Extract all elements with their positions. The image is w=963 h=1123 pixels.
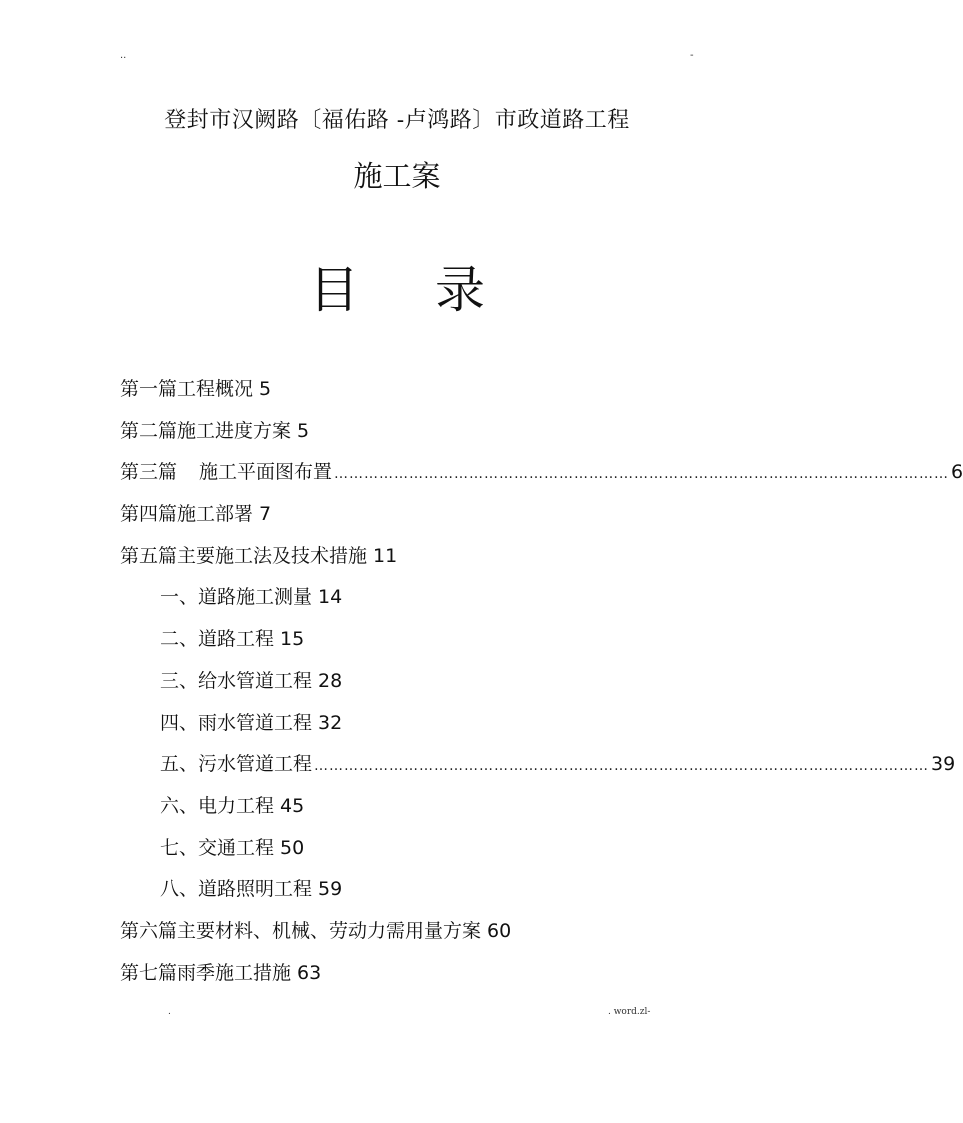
toc-entry-label: 八、道路照明工程 [160, 878, 313, 901]
toc-entry-part-4[interactable] [120, 498, 690, 540]
toc-entry-part-7[interactable] [120, 957, 690, 999]
toc-entry-label-part: 第三篇 [120, 461, 178, 484]
toc-entry-section-6[interactable] [120, 790, 690, 832]
toc-heading [0, 260, 794, 320]
footer-left-mark: . [168, 1007, 171, 1017]
toc-entry-label: 一、道路施工测量 [160, 586, 313, 609]
toc-entry-section-3[interactable] [120, 665, 690, 707]
header-left-mark: .. [120, 50, 127, 61]
toc-entry-label: 七、交通工程 [160, 836, 275, 859]
toc-entry-label: 五、污水管道工程 [160, 753, 313, 776]
toc-entry-page: 14 [318, 586, 343, 609]
toc-entry-label [120, 456, 332, 488]
document-subtitle: 施工案 [353, 159, 441, 193]
toc-entry-label: 第七篇雨季施工措施 [120, 961, 292, 984]
toc-heading-char-1: 目 [309, 261, 359, 319]
toc-entry-page: 6 [951, 461, 963, 484]
toc-entry-page: 5 [297, 419, 310, 442]
toc-entry-label: 第六篇主要材料、机械、劳动力需用量方案 [120, 919, 482, 942]
toc-entry-label-part: 施工平面图布置 [199, 461, 333, 484]
footer-right-mark: . word.zl- [608, 1007, 651, 1017]
toc-entry-part-6[interactable] [120, 915, 690, 957]
toc-entry-section-1[interactable] [120, 581, 690, 623]
toc-dot-leader: …………………………………………………………………………………………………………… [314, 758, 930, 775]
toc-entry-section-2[interactable] [120, 623, 690, 665]
toc-entry-part-5[interactable] [120, 540, 690, 582]
toc-entry-label: 第五篇主要施工法及技术措施 [120, 544, 368, 567]
toc-entry-page: 50 [280, 836, 305, 859]
toc-entry-page: 59 [318, 878, 343, 901]
toc-entry-page: 45 [280, 794, 305, 817]
toc-entry-label: 第二篇施工进度方案 [120, 419, 292, 442]
toc-entry-label: 第一篇工程概况 [120, 378, 254, 400]
toc-entry-page: 32 [318, 711, 343, 734]
toc-heading-char-2: 录 [435, 261, 485, 319]
toc-dot-leader: …………………………………………………………………………………………………………… [334, 466, 950, 483]
toc-entry-label: 三、给水管道工程 [160, 669, 313, 692]
toc-entry-section-4[interactable] [120, 707, 690, 749]
toc-entry-part-2[interactable] [120, 415, 690, 457]
document-title: 登封市汉阙路〔福佑路 -卢鸿路〕市政道路工程 [164, 108, 630, 133]
toc-entry-label: 四、雨水管道工程 [160, 711, 313, 734]
toc-entry-page: 63 [297, 961, 322, 984]
toc-entry-section-5[interactable] [120, 748, 956, 790]
toc-entry-part-3[interactable] [120, 456, 963, 498]
toc-entry-page: 5 [259, 378, 272, 400]
toc-entry-page: 60 [487, 919, 512, 942]
toc-entry-section-8[interactable] [120, 873, 690, 915]
toc-entry-section-7[interactable] [120, 832, 690, 874]
toc-entry-page: 15 [280, 628, 305, 651]
toc-entry-page: 39 [931, 753, 956, 776]
toc-entry-label: 第四篇施工部署 [120, 503, 254, 526]
toc-entry-page: 11 [373, 544, 398, 567]
toc-entry-part-1[interactable] [120, 373, 690, 415]
header-right-mark: - [690, 50, 694, 61]
toc-entry-page: 28 [318, 669, 343, 692]
toc-entry-label: 六、电力工程 [160, 794, 275, 817]
toc-entry-page: 7 [259, 503, 272, 526]
table-of-contents [120, 373, 963, 998]
toc-entry-label: 二、道路工程 [160, 628, 275, 651]
